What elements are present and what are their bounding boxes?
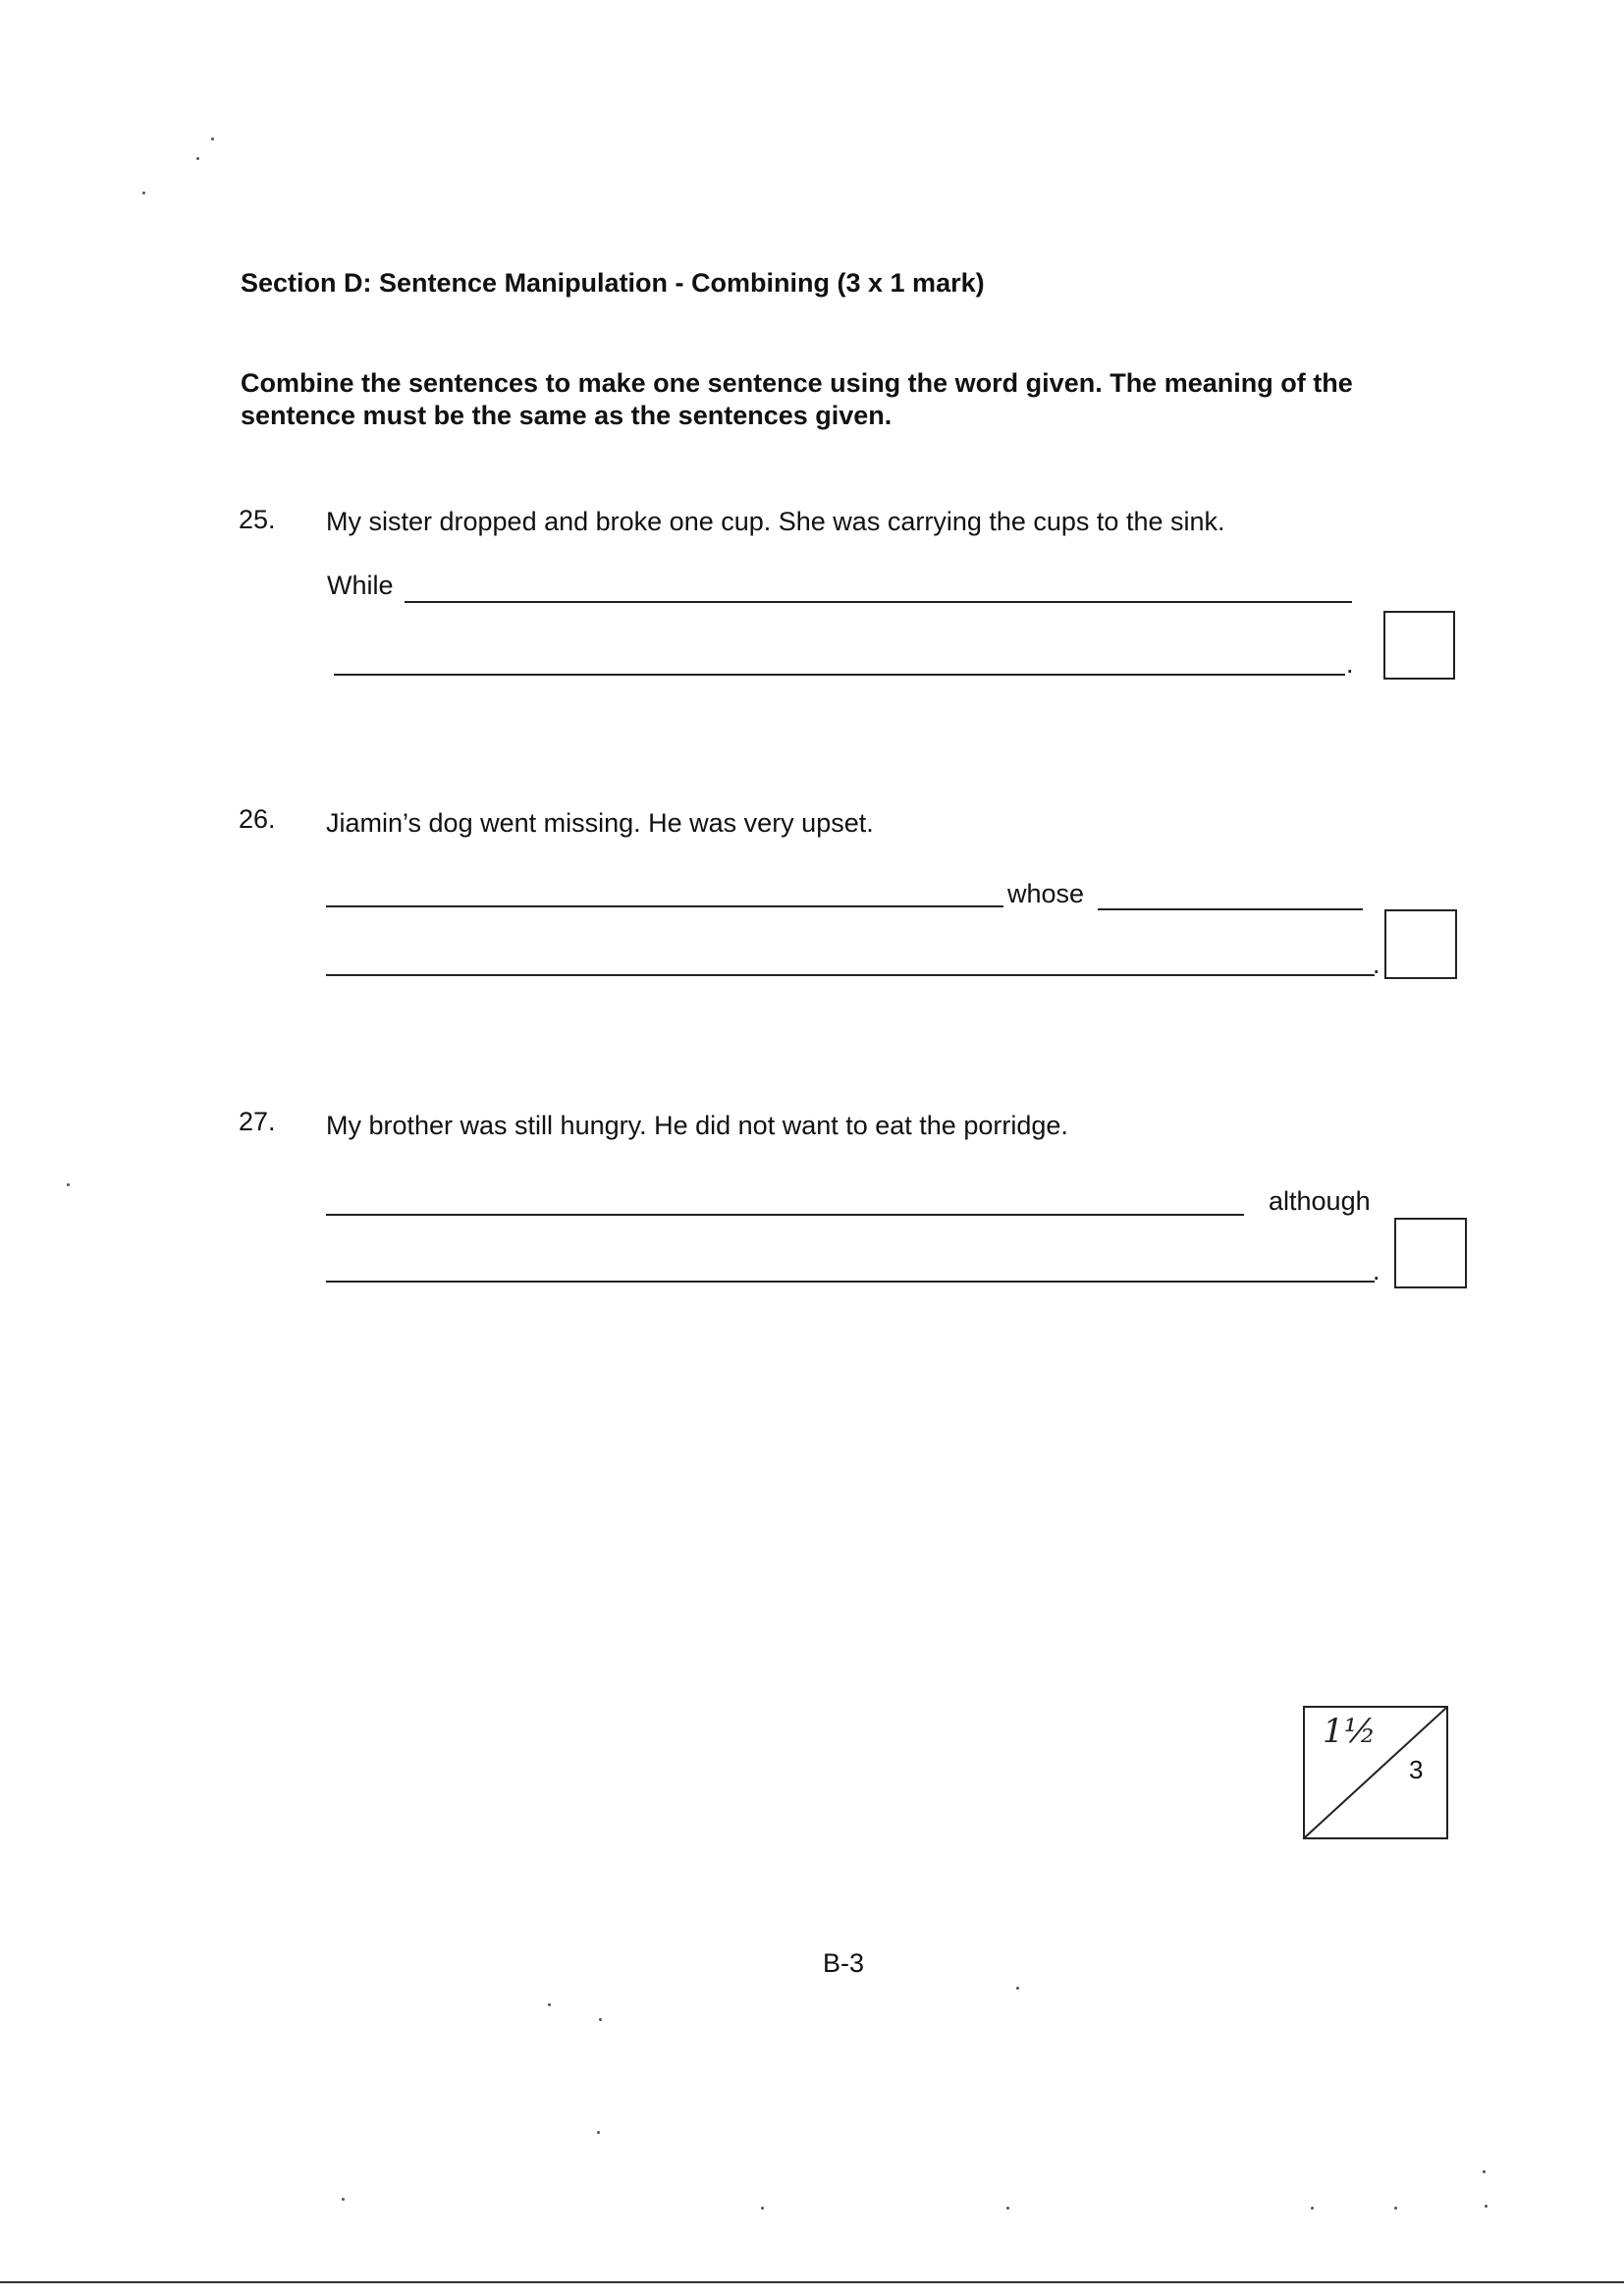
speck — [548, 2003, 551, 2006]
speck — [342, 2198, 345, 2201]
speck — [1485, 2205, 1488, 2208]
answer-end-mark: . — [1373, 1256, 1380, 1285]
question-text: My sister dropped and broke one cup. She was carrying the cups to the sink. — [326, 507, 1225, 536]
answer-line-2[interactable] — [326, 1281, 1375, 1283]
speck — [1006, 2207, 1009, 2210]
speck — [1483, 2170, 1486, 2173]
mark-box — [1383, 611, 1455, 680]
answer-end-mark: . — [1346, 649, 1354, 679]
speck — [211, 137, 214, 140]
score-total: 3 — [1409, 1755, 1424, 1784]
speck — [142, 191, 145, 194]
given-word: While — [327, 571, 394, 600]
page-number: B-3 — [823, 1948, 865, 1978]
answer-line-1[interactable] — [326, 1214, 1244, 1216]
section-heading: Section D: Sentence Manipulation - Combining (3 x 1 mark) — [241, 268, 985, 298]
answer-line-1[interactable] — [326, 905, 1003, 907]
speck — [761, 2207, 764, 2210]
question-number: 27. — [239, 1107, 276, 1136]
mark-box — [1384, 909, 1457, 979]
score-box — [1303, 1706, 1448, 1839]
answer-line-1[interactable] — [405, 601, 1352, 603]
speck — [67, 1183, 70, 1186]
section-instructions: Combine the sentences to make one sentence using the word given. The meaning of the sentence must be the same as the sentences given. — [241, 368, 1353, 430]
speck — [1311, 2207, 1314, 2210]
answer-line-1b[interactable] — [1098, 908, 1363, 910]
question-text: My brother was still hungry. He did not want to eat the porridge. — [326, 1111, 1068, 1140]
speck — [1394, 2207, 1397, 2210]
bottom-rule — [0, 2281, 1624, 2283]
question-text: Jiamin’s dog went missing. He was very upset. — [326, 808, 874, 838]
question-number: 26. — [239, 804, 276, 834]
speck — [599, 2018, 602, 2021]
answer-line-2[interactable] — [326, 974, 1375, 976]
speck — [597, 2131, 600, 2134]
question-number: 25. — [239, 505, 276, 534]
speck — [1016, 1987, 1019, 1990]
answer-line-2[interactable] — [334, 674, 1345, 676]
speck — [196, 157, 199, 160]
score-scored: 1½ — [1323, 1712, 1377, 1751]
given-word: whose — [1007, 879, 1085, 908]
answer-end-mark: . — [1373, 950, 1380, 979]
mark-box — [1394, 1218, 1467, 1288]
given-word: although — [1269, 1186, 1371, 1216]
